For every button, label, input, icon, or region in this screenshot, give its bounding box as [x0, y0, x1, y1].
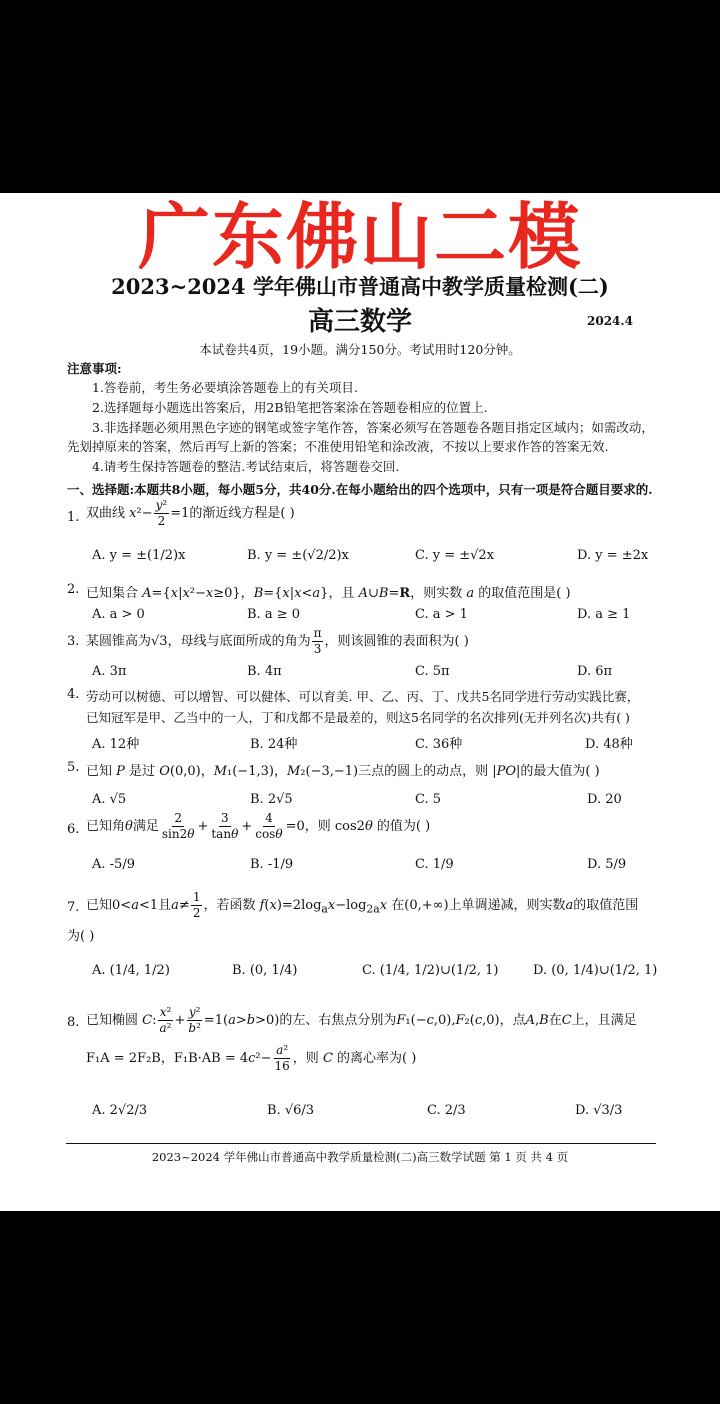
question-text: 已知集合 A={x|x²−x≥0}，B={x|x<a}，且 A∪B=R，则实数 a 的取值范围是( ) [86, 586, 571, 601]
exam-title: 2023~2024 学年佛山市普通高中教学质量检测(二) [111, 274, 609, 299]
option-a: A. (1/4, 1/2) [92, 963, 170, 978]
option-d: D. 20 [587, 792, 622, 807]
page-footer: 2023~2024 学年佛山市普通高中教学质量检测(二)高三数学试题 第 1 页 共 4 页 [151, 1150, 569, 1164]
option-a: A. y = ±(1/2)x [92, 548, 186, 563]
notes-heading: 注意事项: [67, 361, 122, 376]
question-number: 7. [67, 900, 80, 915]
option-d: D. y = ±2x [577, 548, 649, 563]
exam-description: 本试卷共4页，19小题。满分150分。考试用时120分钟。 [199, 342, 521, 357]
option-b: B. y = ±(√2/2)x [247, 548, 349, 563]
option-b: B. √6/3 [267, 1103, 315, 1118]
option-c: C. 36种 [415, 737, 463, 752]
option-b: B. 2√5 [250, 792, 293, 807]
option-a: A. 2√2/3 [92, 1103, 148, 1118]
note-item: 4.请考生保持答题卷的整洁.考试结束后，将答题卷交回. [92, 459, 400, 474]
note-item: 1.答卷前，考生务必要填涂答题卷上的有关项目. [92, 380, 358, 395]
option-b: B. a ≥ 0 [247, 607, 300, 622]
option-d: D. a ≥ 1 [577, 607, 631, 622]
question-number: 8. [67, 1015, 80, 1030]
note-item: 2.选择题每小题选出答案后，用2B铅笔把答案涂在答题卷相应的位置上. [92, 400, 488, 415]
option-c: C. a > 1 [415, 607, 468, 622]
option-b: B. 4π [247, 664, 282, 679]
option-c: C. 5π [415, 664, 450, 679]
option-b: B. 24种 [250, 737, 298, 752]
option-a: A. 12种 [92, 737, 140, 752]
question-text: 已知角θ满足 $\frac{2}{\sin 2\theta}$ + $\frac{3}{\tan\theta}$ + $\frac{4}{\cos\theta}$ =0，则 cos2θ 的值为( ) [86, 811, 431, 841]
exam-page [0, 193, 720, 1211]
question-text: 双曲线 x²− $\frac{\text{y²}}{2}$ =1的渐近线方程是( ) [86, 498, 295, 528]
question-text: 已知椭圆 C: $\frac{\text{x²}}{\text{a²}}$ + $\frac{\text{y²}}{\text{b²}}$ =1(a>b>0)的左、右焦点分别为F₁(−c,0),F₂(c,0)，点A,B在C上，且满足 [86, 1005, 637, 1035]
option-d: D. 6π [577, 664, 613, 679]
note-item: 3.非选择题必须用黑色字迹的钢笔或签字笔作答，答案必须写在答题卷各题目指定区域内；如需改动， [92, 420, 654, 435]
question-text: 某圆锥高为√3，母线与底面所成的角为 $\frac{\pi}{3}$ ，则该圆锥的表面积为( ) [86, 626, 469, 656]
option-d: D. (0, 1/4)∪(1/2, 1) [533, 963, 658, 978]
question-number: 1. [67, 510, 80, 525]
question-text: 已知0<a<1且a≠ $\frac{1}{2}$ ，若函数 $f(x)=2\log_ax-\log_{2a}x$ 在(0,+∞)上单调递减，则实数a的取值范围 [86, 890, 639, 920]
option-a: A. 3π [92, 664, 127, 679]
option-d: D. 48种 [585, 737, 633, 752]
section-heading: 一、选择题:本题共8小题，每小题5分，共40分.在每小题给出的四个选项中，只有一项是符合题目要求的. [67, 482, 653, 497]
option-b: B. (0, 1/4) [232, 963, 298, 978]
question-number: 4. [67, 687, 80, 702]
option-c: C. 1/9 [415, 857, 454, 872]
subject-title: 高三数学 [307, 307, 412, 337]
question-number: 3. [67, 634, 80, 649]
option-d: D. √3/3 [575, 1103, 623, 1118]
question-text: F₁A = 2F₂B，F₁B·AB = 4c²− $\frac{\text{a²}}{16}$ ，则 C 的离心率为( ) [86, 1043, 417, 1073]
footer-divider [66, 1143, 656, 1144]
option-c: C. (1/4, 1/2)∪(1/2, 1) [362, 963, 499, 978]
question-text: 劳动可以树德、可以增智、可以健体、可以育美. 甲、乙、丙、丁、戊共5名同学进行劳动实践比赛， [86, 689, 640, 704]
option-b: B. -1/9 [250, 857, 294, 872]
exam-date: 2024.4 [587, 314, 633, 328]
option-a: A. a > 0 [92, 607, 145, 622]
option-a: A. √5 [92, 792, 127, 807]
note-item: 先划掉原来的答案，然后再写上新的答案；不准使用铅笔和涂改液，不按以上要求作答的答案无效. [67, 439, 609, 454]
option-c: C. 2/3 [427, 1103, 466, 1118]
question-text: 为( ) [67, 929, 95, 944]
option-a: A. -5/9 [92, 857, 135, 872]
question-number: 5. [67, 760, 80, 775]
question-number: 6. [67, 822, 80, 837]
option-c: C. 5 [415, 792, 442, 807]
question-text: 已知 P 是过 O(0,0)，M₁(−1,3)，M₂(−3,−1)三点的圆上的动点，则 |PO|的最大值为( ) [86, 764, 600, 779]
question-number: 2. [67, 582, 80, 597]
option-c: C. y = ±√2x [415, 548, 495, 563]
banner-title: 广东佛山二模 [137, 195, 582, 279]
question-text: 已知冠军是甲、乙当中的一人，丁和戊都不是最差的，则这5名同学的名次排列(无并列名次)共有( ) [86, 710, 630, 725]
option-d: D. 5/9 [587, 857, 627, 872]
